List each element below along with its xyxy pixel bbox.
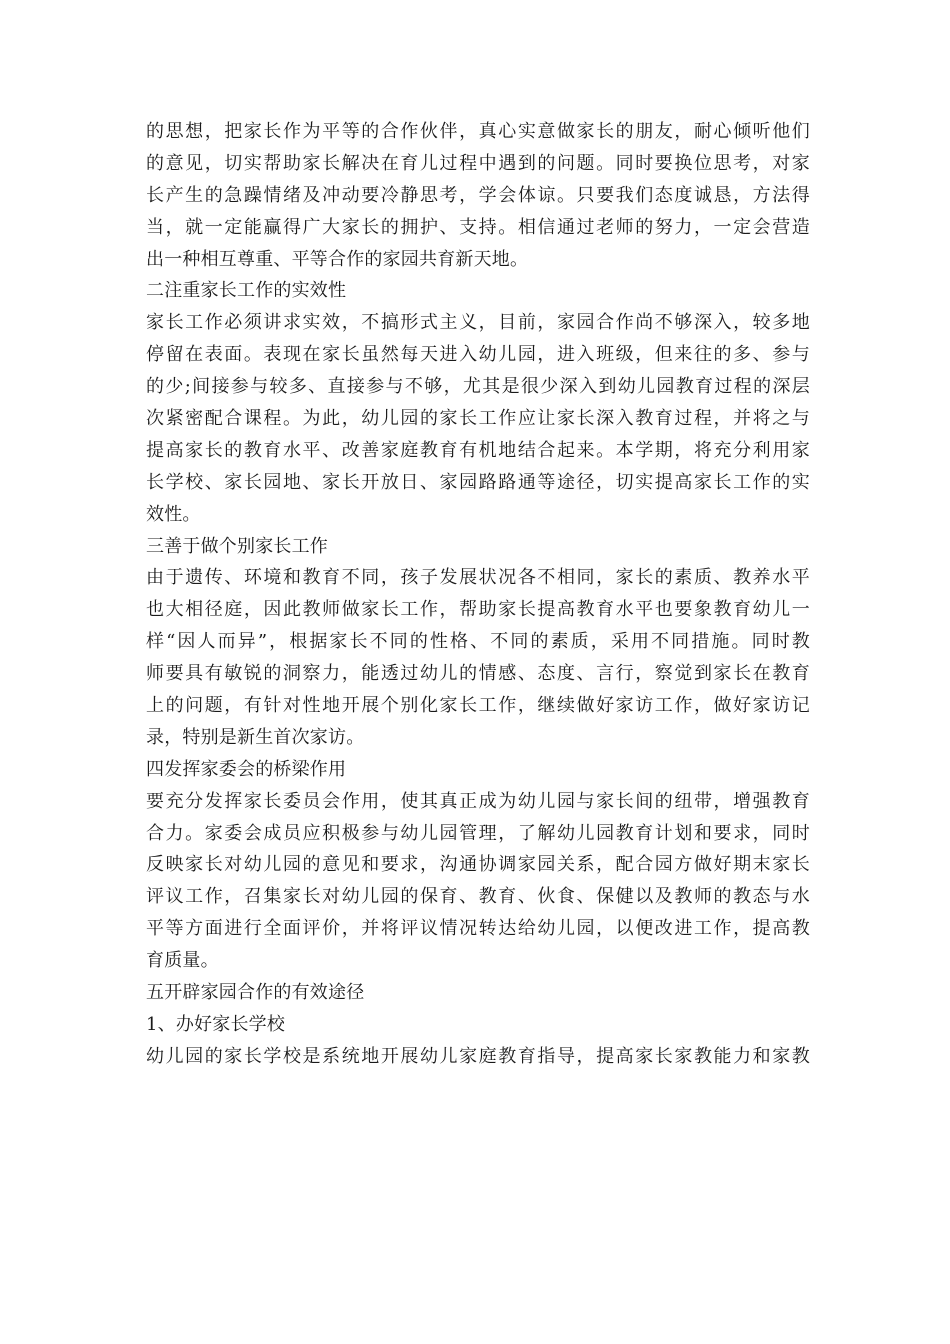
- body-text-line: 也大相径庭，因此教师做家长工作，帮助家长提高教育水平也要象教育幼儿一: [146, 599, 810, 621]
- text-line: 效性。: [146, 503, 201, 525]
- text-line: 五开辟家园合作的有效途径: [146, 982, 365, 1004]
- body-text-line: 由于遗传、环境和教育不同，孩子发展状况各不相同，家长的素质、教养水平: [146, 567, 810, 589]
- body-text-line: 提高家长的教育水平、改善家庭教育有机地结合起来。本学期，将充分利用家: [146, 439, 810, 461]
- body-text-line: 的思想，把家长作为平等的合作伙伴，真心实意做家长的朋友，耐心倾听他们: [146, 121, 810, 142]
- body-text-line: 幼儿园的家长学校是系统地开展幼儿家庭教育指导，提高家长家教能力和家教: [146, 1045, 810, 1067]
- body-text-line: 的意见，切实帮助家长解决在育儿过程中遇到的问题。同时要换位思考，对家: [146, 152, 810, 174]
- body-text-line: 当，就一定能赢得广大家长的拥护、支持。相信通过老师的努力，一定会营造: [146, 216, 810, 238]
- body-text-line: 要充分发挥家长委员会作用，使其真正成为幼儿园与家长间的纽带，增强教育: [146, 790, 810, 812]
- body-text-line: 合力。家委会成员应积极参与幼儿园管理，了解幼儿园教育计划和要求，同时: [146, 822, 810, 844]
- text-line: 1、办好家长学校: [146, 1013, 286, 1035]
- body-text-line: 长学校、家长园地、家长开放日、家园路路通等途径，切实提高家长工作的实: [146, 471, 810, 493]
- text-line: 四发挥家委会的桥梁作用: [146, 758, 347, 780]
- body-text-line: 样“因人而异”，根据家长不同的性格、不同的素质，采用不同措施。同时教: [146, 631, 810, 653]
- body-text-line: 家长工作必须讲求实效，不搞形式主义，目前，家园合作尚不够深入，较多地: [146, 312, 810, 334]
- text-line: 育质量。: [146, 950, 219, 972]
- body-text-line: 平等方面进行全面评价，并将评议情况转达给幼儿园，以便改进工作，提高教: [146, 918, 810, 940]
- body-text-line: 次紧密配合课程。为此，幼儿园的家长工作应让家长深入教育过程，并将之与: [146, 408, 810, 430]
- text-line: 出一种相互尊重、平等合作的家园共育新天地。: [146, 248, 529, 270]
- body-text-line: 上的问题，有针对性地开展个别化家长工作，继续做好家访工作，做好家访记: [146, 695, 810, 717]
- body-text-line: 反映家长对幼儿园的意见和要求，沟通协调家园关系，配合园方做好期末家长: [146, 854, 810, 876]
- body-text-line: 的少;间接参与较多、直接参与不够，尤其是很少深入到幼儿园教育过程的深层: [146, 376, 810, 398]
- text-line: 三善于做个别家长工作: [146, 535, 328, 557]
- text-line: 录，特别是新生首次家访。: [146, 726, 365, 748]
- text-line: 二注重家长工作的实效性: [146, 280, 347, 302]
- body-text-line: 长产生的急躁情绪及冲动要冷静思考，学会体谅。只要我们态度诚恳，方法得: [146, 184, 810, 206]
- body-text-line: 停留在表面。表现在家长虽然每天进入幼儿园，进入班级，但来往的多、参与: [146, 344, 810, 366]
- body-text-line: 评议工作，召集家长对幼儿园的保育、教育、伙食、保健以及教师的教态与水: [146, 886, 810, 908]
- body-text-line: 师要具有敏锐的洞察力，能透过幼儿的情感、态度、言行，察觉到家长在教育: [146, 663, 810, 685]
- document-body: [146, 116, 810, 1073]
